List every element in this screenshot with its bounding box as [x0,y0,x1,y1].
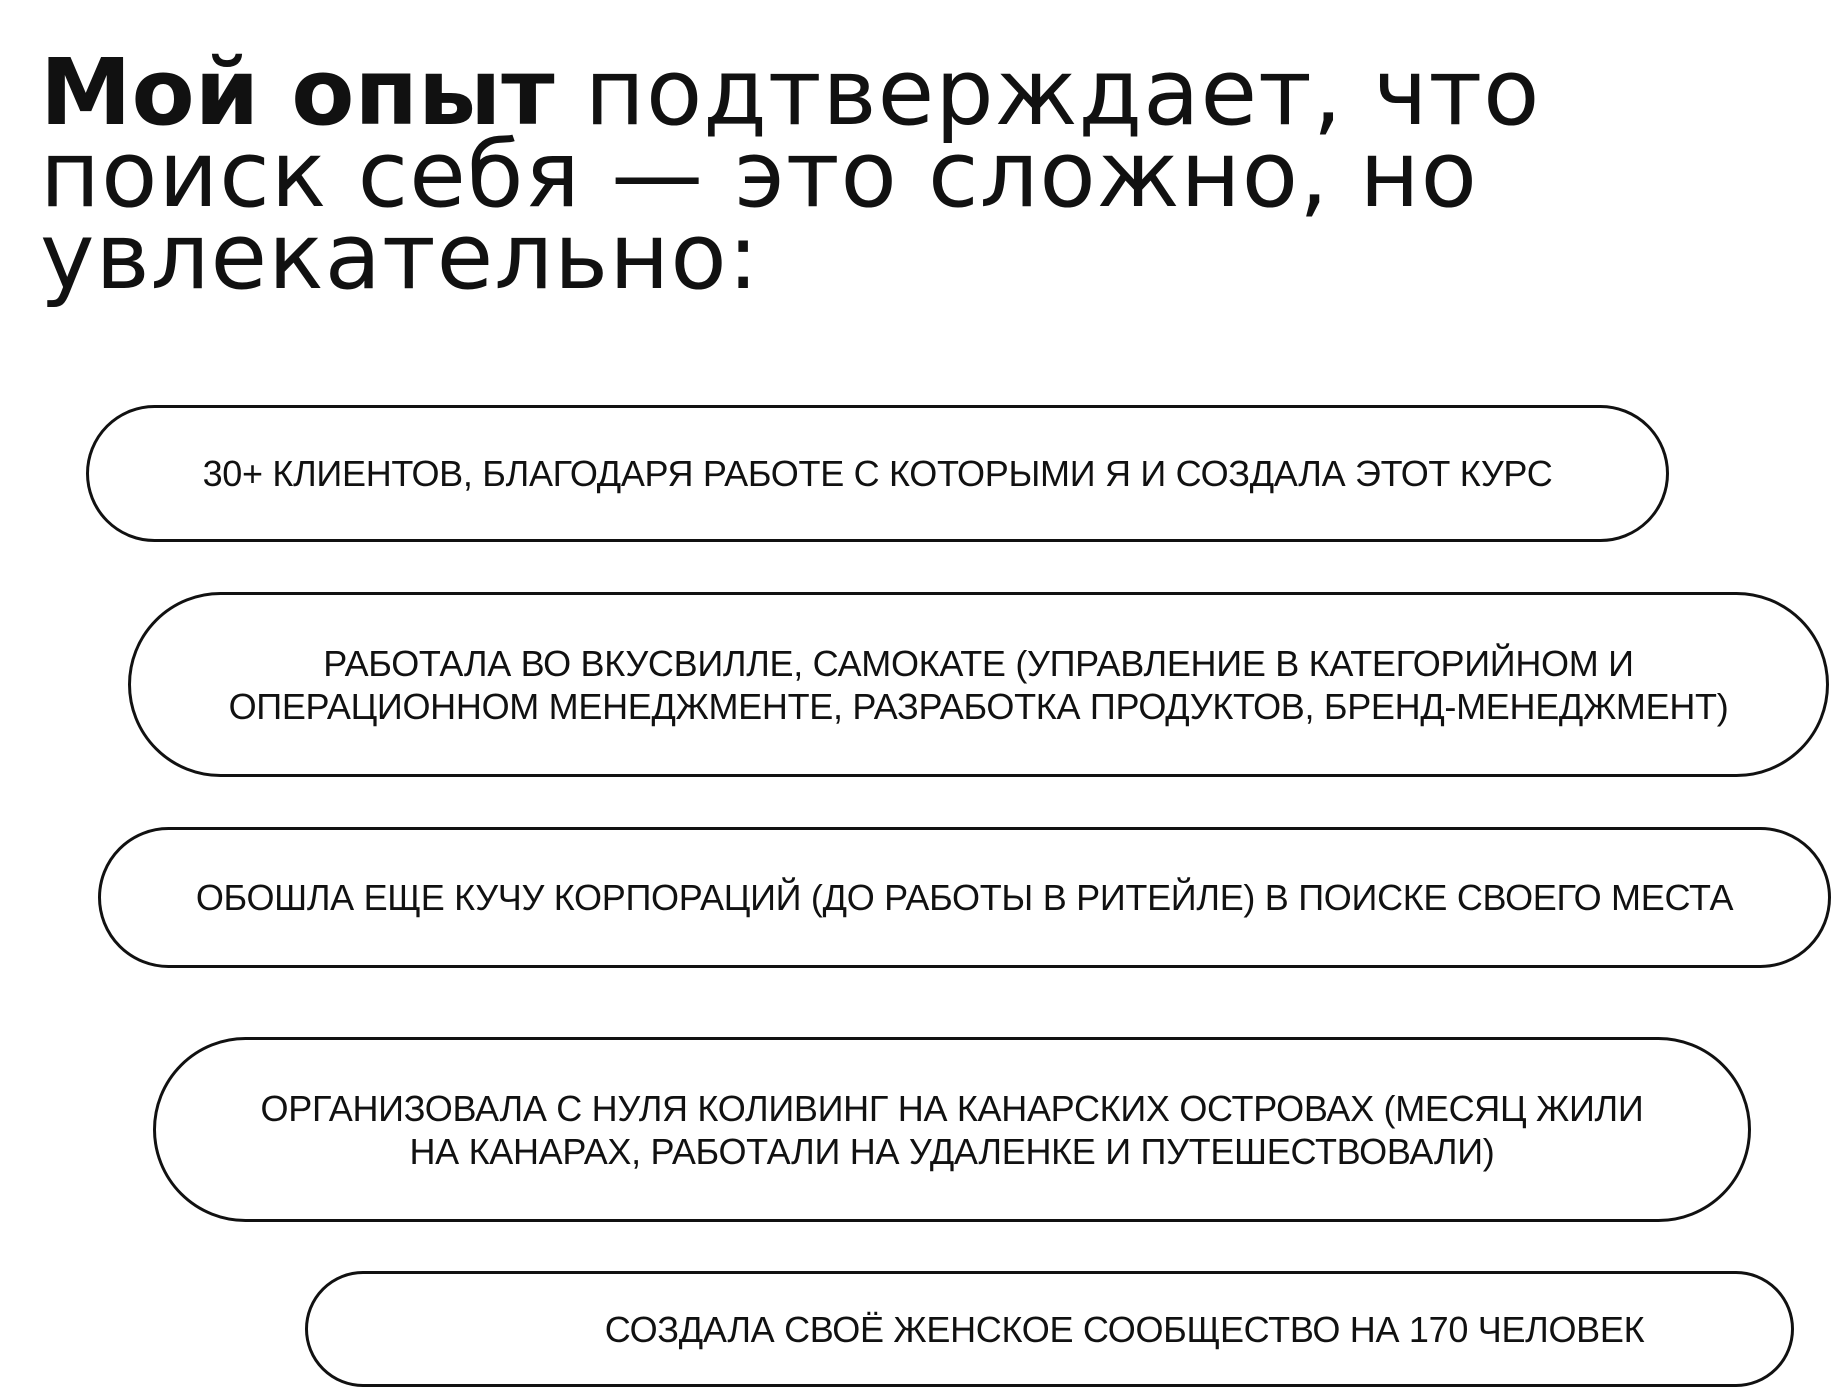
experience-item-clients [86,405,1669,542]
experience-item-community [305,1271,1794,1387]
headline-line-2: поиск себя — это сложно, но [40,121,1478,228]
experience-item-coliving [153,1037,1751,1222]
experience-item-text: 30+ КЛИЕНТОВ, БЛАГОДАРЯ РАБОТЕ С КОТОРЫМИ Я И СОЗДАЛА ЭТОТ КУРС [202,453,1553,494]
page-title [40,39,1800,310]
experience-item-text: СОЗДАЛА СВОЁ ЖЕНСКОЕ СООБЩЕСТВО НА 170 ЧЕЛОВЕК [604,1308,1645,1350]
experience-item-line-2: НА КАНАРАХ, РАБОТАЛИ НА УДАЛЕНКЕ И ПУТЕШЕСТВОВАЛИ) [409,1130,1495,1172]
headline-line-3: увлекательно: [40,203,760,310]
experience-item-text: ОБОШЛА ЕЩЕ КУЧУ КОРПОРАЦИЙ (ДО РАБОТЫ В РИТЕЙЛЕ) В ПОИСКЕ СВОЕГО МЕСТА [195,877,1734,918]
headline-bold: Мой опыт [40,39,555,146]
experience-item-text [261,1087,1644,1173]
experience-item-retail-work [128,592,1829,777]
headline-line-1-rest: подтверждает, что [554,39,1541,146]
experience-item-text [229,642,1729,728]
experience-item-line-2: ОПЕРАЦИОННОМ МЕНЕДЖМЕНТЕ, РАЗРАБОТКА ПРОДУКТОВ, БРЕНД-МЕНЕДЖМЕНТ) [228,685,1729,727]
experience-item-line-1: ОРГАНИЗОВАЛА С НУЛЯ КОЛИВИНГ НА КАНАРСКИХ ОСТРОВАХ (МЕСЯЦ ЖИЛИ [260,1087,1644,1129]
experience-item-line-1: РАБОТАЛА ВО ВКУСВИЛЛЕ, САМОКАТЕ (УПРАВЛЕНИЕ В КАТЕГОРИЙНОМ И [323,642,1634,684]
experience-item-corporations [98,827,1831,968]
